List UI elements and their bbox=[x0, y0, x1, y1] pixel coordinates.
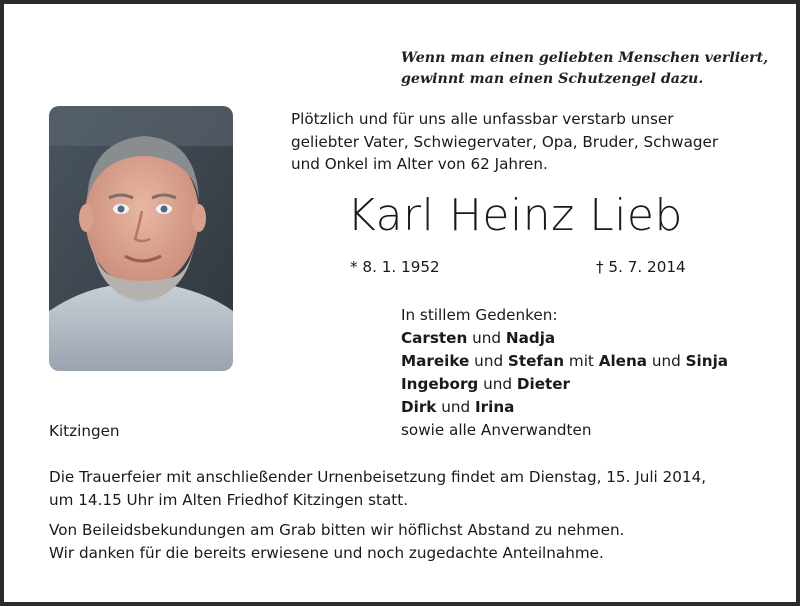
mourner-name: Dirk bbox=[401, 398, 437, 416]
mourners-heading: In stillem Gedenken: bbox=[401, 306, 558, 324]
funeral-service-info bbox=[49, 466, 789, 511]
connector: und bbox=[478, 375, 517, 393]
intro-line-3: und Onkel im Alter von 62 Jahren. bbox=[291, 155, 548, 173]
mourner-name: Alena bbox=[598, 352, 648, 370]
quote-line-1: Wenn man einen geliebten Menschen verliert, bbox=[401, 50, 769, 66]
connector: und bbox=[436, 398, 475, 416]
mourner-line-1 bbox=[401, 327, 781, 350]
mourner-name: Stefan bbox=[507, 352, 565, 370]
mourner-line-3 bbox=[401, 373, 781, 396]
mourner-name: Nadja bbox=[505, 329, 556, 347]
mourner-name: Dieter bbox=[516, 375, 571, 393]
mourner-line-2 bbox=[401, 350, 781, 373]
connector: mit bbox=[564, 352, 599, 370]
place-name: Kitzingen bbox=[49, 422, 120, 440]
obituary-notice bbox=[4, 4, 796, 602]
portrait-photo bbox=[49, 106, 233, 371]
mourner-name: Mareike bbox=[401, 352, 470, 370]
connector: und bbox=[469, 352, 508, 370]
mourner-name: Sinja bbox=[685, 352, 729, 370]
deceased-name: Karl Heinz Lieb bbox=[347, 190, 683, 241]
service-line-2: um 14.15 Uhr im Alten Friedhof Kitzingen statt. bbox=[49, 490, 409, 509]
portrait-icon bbox=[49, 106, 233, 371]
service-line-1: Die Trauerfeier mit anschließender Urnenbeisetzung findet am Dienstag, 15. Juli 2014, bbox=[49, 468, 707, 486]
quote-line-2: gewinnt man einen Schutzengel dazu. bbox=[401, 71, 704, 87]
death-date: † 5. 7. 2014 bbox=[596, 258, 686, 276]
connector: und bbox=[647, 352, 686, 370]
birth-date: * 8. 1. 1952 bbox=[350, 258, 440, 276]
mourner-name: Irina bbox=[474, 398, 515, 416]
connector: und bbox=[467, 329, 506, 347]
thanks-line-2: Wir danken für die bereits erwiesene und noch zugedachte Anteilnahme. bbox=[49, 543, 604, 562]
memorial-quote bbox=[401, 48, 793, 90]
mourners-list bbox=[401, 304, 781, 442]
death-announcement-text bbox=[291, 108, 761, 176]
thanks-text bbox=[49, 519, 789, 564]
thanks-line-1: Von Beileidsbekundungen am Grab bitten wir höflichst Abstand zu nehmen. bbox=[49, 521, 625, 539]
mourner-name: Ingeborg bbox=[401, 375, 479, 393]
mourner-name: Carsten bbox=[401, 329, 468, 347]
mourners-closing: sowie alle Anverwandten bbox=[401, 421, 592, 439]
intro-line-2: geliebter Vater, Schwiegervater, Opa, Bruder, Schwager bbox=[291, 132, 719, 151]
intro-line-1: Plötzlich und für uns alle unfassbar verstarb unser bbox=[291, 110, 674, 128]
mourner-line-4 bbox=[401, 396, 781, 419]
